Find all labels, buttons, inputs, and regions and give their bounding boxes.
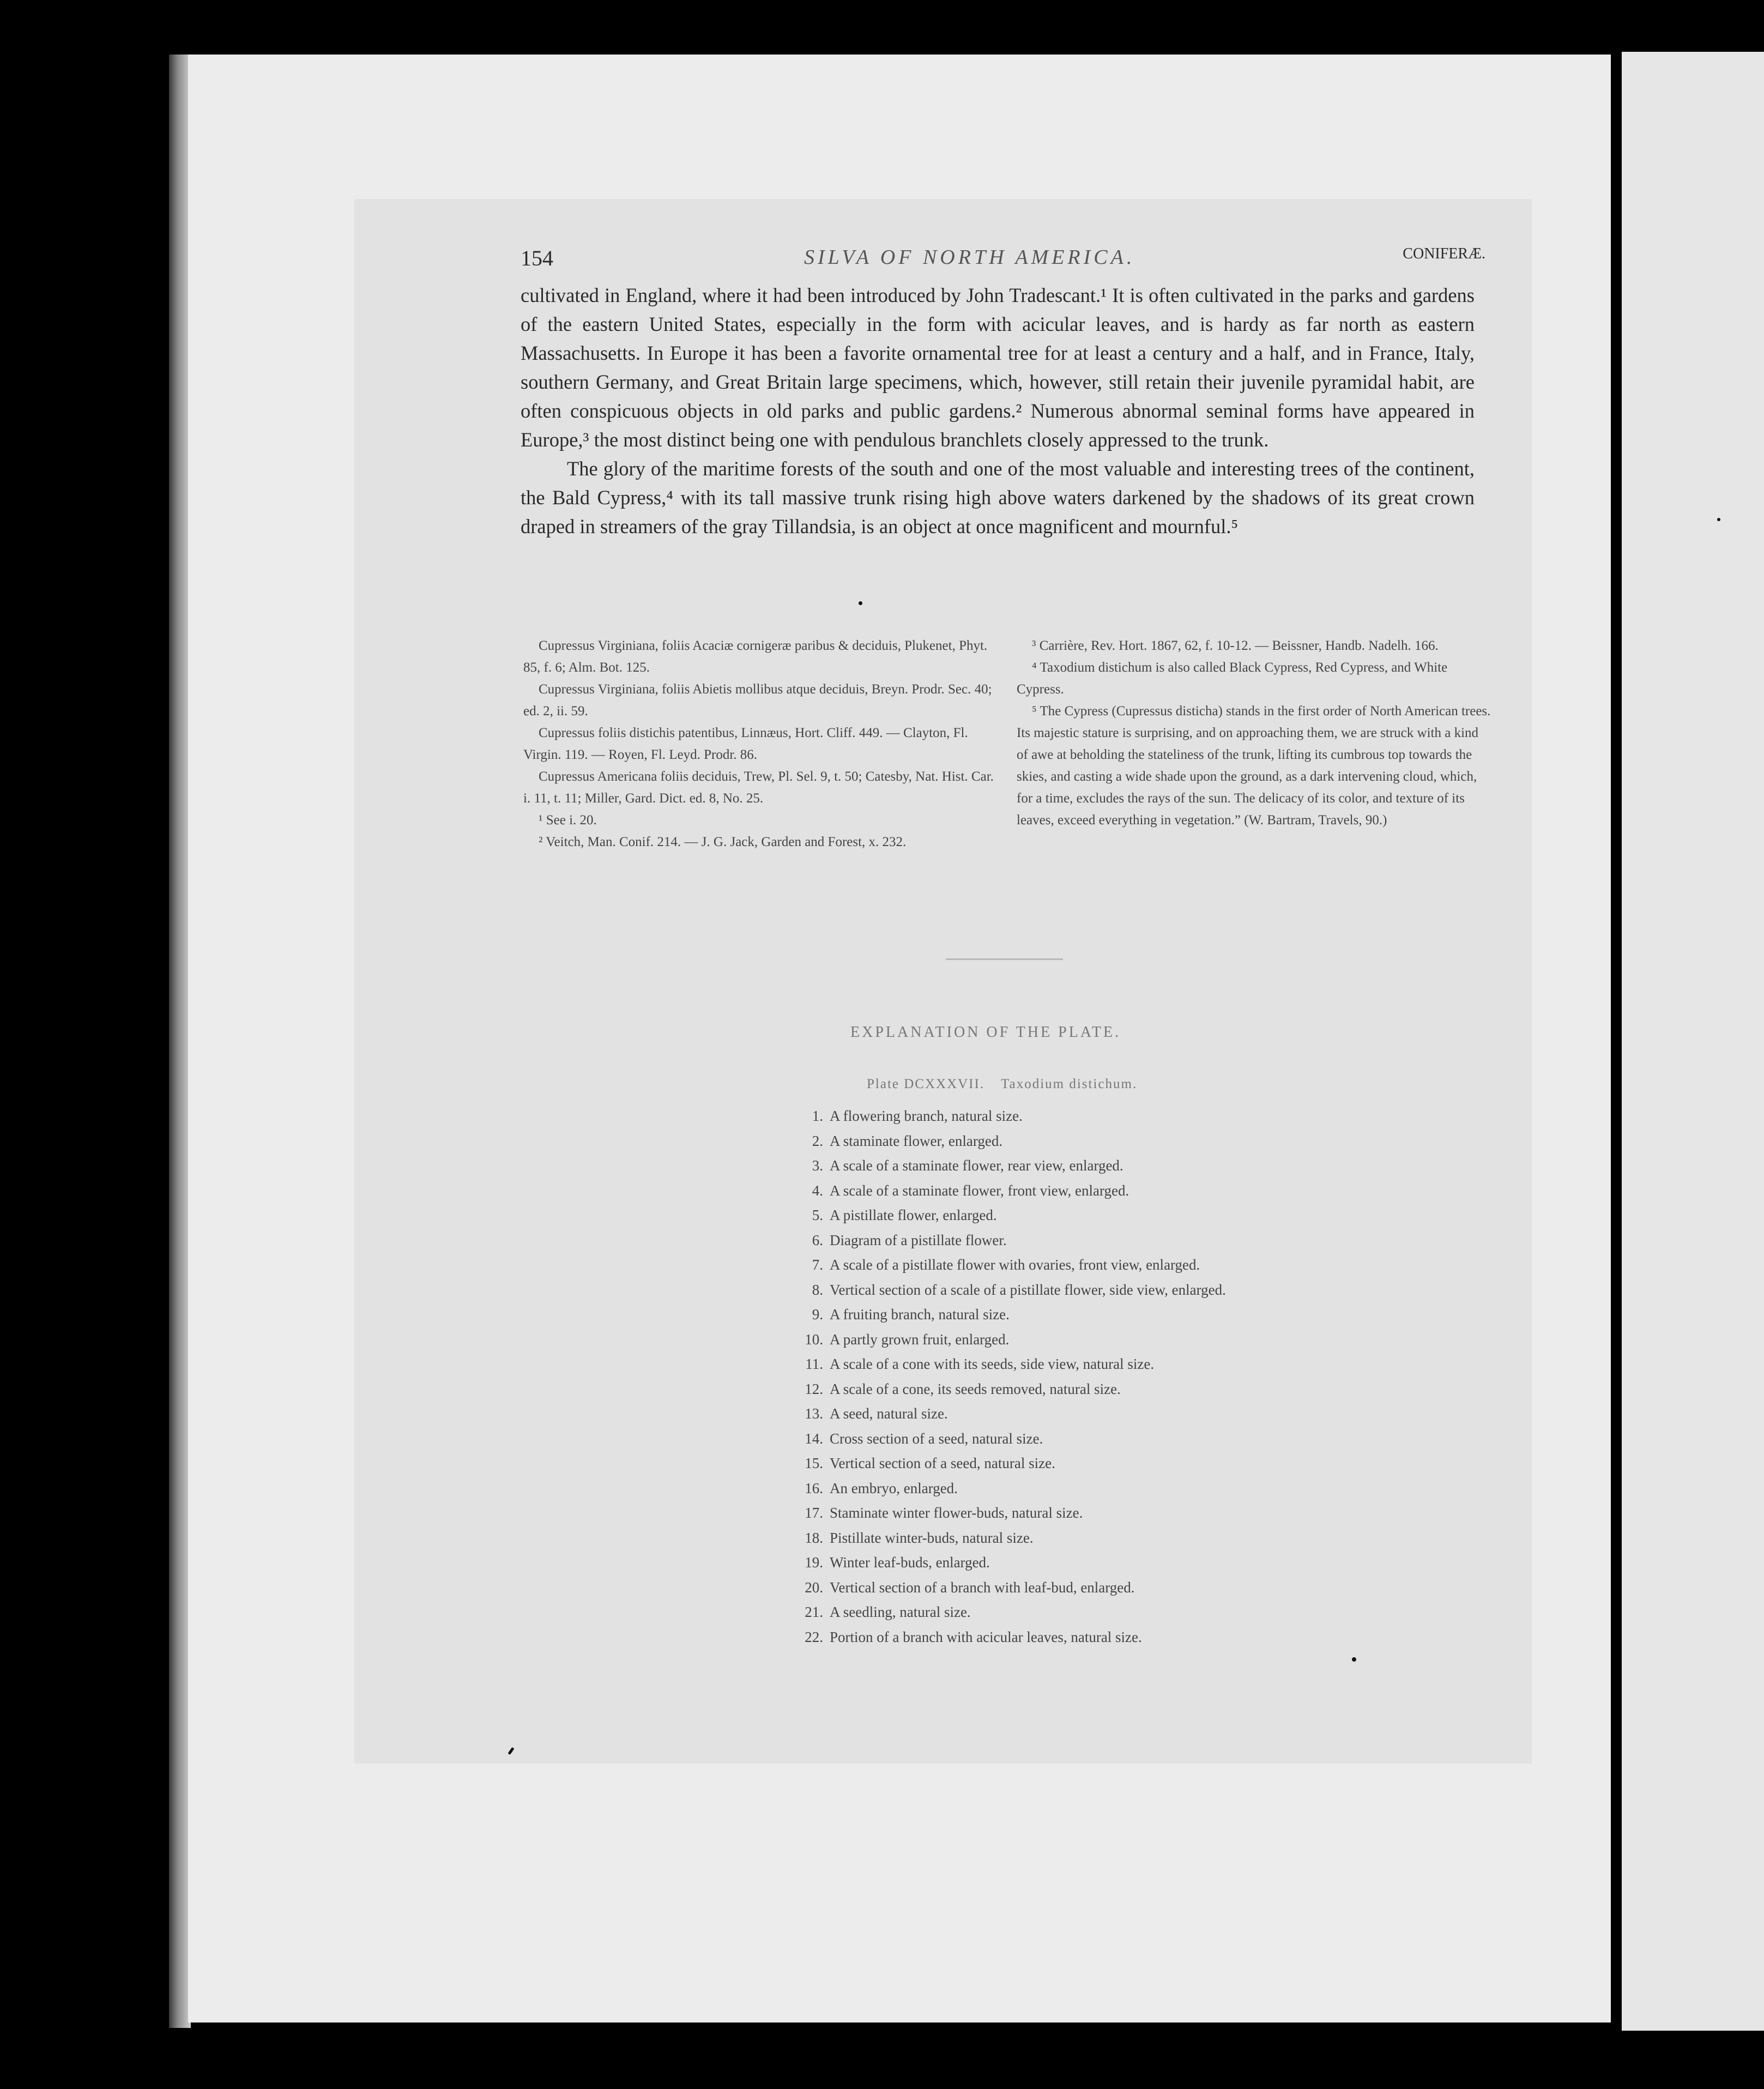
plate-item-number: 8.	[812, 1281, 823, 1298]
plate-item	[763, 1253, 1417, 1278]
plate-item	[763, 1550, 1417, 1575]
plate-item-number: 16.	[805, 1480, 823, 1496]
plate-item	[763, 1625, 1417, 1650]
footnote: ² Veitch, Man. Conif. 214. — J. G. Jack, Garden and Forest, x. 232.	[539, 835, 907, 849]
plate-item-number: 20.	[805, 1579, 823, 1596]
footnote: ⁴ Taxodium distichum is also called Black Cypress, Red Cypress, and White Cypress.	[1017, 660, 1448, 697]
adjacent-page-edge	[1622, 52, 1764, 2031]
footnote: Cupressus Virginiana, foliis Abietis mollibus atque deciduis, Breyn. Prodr. Sec. 40; ed. 2, ii. 59.	[523, 682, 992, 719]
plate-item-number: 13.	[805, 1405, 823, 1422]
plate-item-text: Diagram of a pistillate flower.	[830, 1231, 1007, 1248]
plate-item	[763, 1302, 1417, 1327]
plate-item-number: 1.	[812, 1108, 823, 1124]
plate-item	[763, 1154, 1417, 1179]
plate-item	[763, 1476, 1417, 1501]
footnotes-left	[523, 635, 998, 853]
plate-item-text: A scale of a pistillate flower with ovaries, front view, enlarged.	[830, 1257, 1200, 1273]
plate-item-number: 10.	[805, 1331, 823, 1348]
plate-item-text: Portion of a branch with acicular leaves, natural size.	[830, 1628, 1142, 1645]
body-text	[521, 281, 1475, 541]
footnote: ⁵ The Cypress (Cupressus disticha) stands in the first order of North American trees. Its majestic stature is surprising, and on approaching them, we are struck with a kind of awe at beholding the stateliness of the trunk, lifting its cumbrous top towards the skies, and casting a wide shade upon the ground, as a dark intervening cloud, which, for a time, excludes the rays of the sun. The delicacy of its color, and texture of its leaves, exceed everything in vegetation.” (W. Bartram, Travels, 90.)	[1017, 704, 1491, 828]
plate-item-number: 14.	[805, 1430, 823, 1447]
plate-item-text: A partly grown fruit, enlarged.	[830, 1331, 1010, 1348]
plate-item-text: An embryo, enlarged.	[830, 1480, 958, 1496]
body-paragraph-2: The glory of the maritime forests of the south and one of the most valuable and interesting trees of the continent, the Bald Cypress,⁴ with its tall massive trunk rising high above waters darkened by the shadows of its great crown draped in streamers of the gray Tillandsia, is an object at once magnificent and mournful.⁵	[521, 457, 1475, 538]
plate-item-text: A fruiting branch, natural size.	[830, 1306, 1010, 1323]
plate-item-text: Pistillate winter-buds, natural size.	[830, 1529, 1034, 1546]
plate-item-number: 2.	[812, 1132, 823, 1149]
plate-item-number: 15.	[805, 1455, 823, 1471]
plate-item-text: Cross section of a seed, natural size.	[830, 1430, 1043, 1447]
plate-heading	[867, 1077, 1137, 1092]
plate-item	[763, 1129, 1417, 1154]
plate-item-number: 12.	[805, 1380, 823, 1397]
plate-item	[763, 1352, 1417, 1377]
plate-item	[763, 1451, 1417, 1476]
plate-item	[763, 1203, 1417, 1228]
plate-item-text: A staminate flower, enlarged.	[830, 1132, 1003, 1149]
plate-item-text: Staminate winter flower-buds, natural size.	[830, 1505, 1083, 1521]
footnote: Cupressus foliis distichis patentibus, Linnæus, Hort. Cliff. 449. — Clayton, Fl. Virgin. 119. — Royen, Fl. Leyd. Prodr. 86.	[523, 726, 968, 762]
plate-item	[763, 1228, 1417, 1253]
plate-subject: Taxodium distichum.	[1001, 1077, 1138, 1091]
plate-item	[763, 1526, 1417, 1551]
scan-speck	[1717, 518, 1720, 521]
footnote: ¹ See i. 20.	[539, 813, 597, 828]
plate-item	[763, 1278, 1417, 1303]
plate-item	[763, 1179, 1417, 1204]
plate-item-number: 9.	[812, 1306, 823, 1323]
plate-items-list	[763, 1104, 1417, 1650]
plate-item-text: Winter leaf-buds, enlarged.	[830, 1554, 990, 1571]
plate-item-text: A flowering branch, natural size.	[830, 1108, 1023, 1124]
page-header	[521, 245, 1485, 273]
footnote: Cupressus Virginiana, foliis Acaciæ cornigeræ paribus & deciduis, Plukenet, Phyt. 85, f. 6; Alm. Bot. 125.	[523, 638, 988, 675]
plate-item-number: 5.	[812, 1207, 823, 1223]
plate-item-text: Vertical section of a seed, natural size.	[830, 1455, 1055, 1471]
body-paragraph-1: cultivated in England, where it had been introduced by John Tradescant.¹ It is often cultivated in the parks and gardens of the eastern United States, especially in the form with acicular leaves, and is hardy as far north as eastern Massachusetts. In Europe it has been a favorite ornamental tree for at least a century and a half, and in France, Italy, southern Germany, and Great Britain large specimens, which, however, still retain their juvenile pyramidal habit, are often conspicuous objects in old parks and public gardens.² Numerous abnormal seminal forms have appeared in Europe,³ the most distinct being one with pendulous branchlets closely appressed to the trunk.	[521, 284, 1475, 451]
scan-speck	[1352, 1657, 1356, 1662]
scan-speck	[859, 601, 862, 605]
plate-item	[763, 1327, 1417, 1353]
plate-item-text: A scale of a staminate flower, rear view, enlarged.	[830, 1157, 1123, 1174]
footnotes-right	[1017, 635, 1491, 831]
book-page-edges	[169, 55, 191, 2028]
plate-item-number: 6.	[812, 1231, 823, 1248]
plate-item-text: A scale of a cone, its seeds removed, natural size.	[830, 1380, 1121, 1397]
plate-item-text: A pistillate flower, enlarged.	[830, 1207, 997, 1223]
section-divider	[946, 958, 1063, 960]
plate-item-number: 11.	[805, 1356, 823, 1372]
footnote: Cupressus Americana foliis deciduis, Trew, Pl. Sel. 9, t. 50; Catesby, Nat. Hist. Car. i. 11, t. 11; Miller, Gard. Dict. ed. 8, No. 25.	[523, 769, 994, 806]
plate-item	[763, 1427, 1417, 1452]
plate-item-text: A scale of a staminate flower, front view, enlarged.	[830, 1182, 1129, 1199]
plate-item	[763, 1402, 1417, 1427]
plate-item	[763, 1575, 1417, 1601]
plate-item-number: 17.	[805, 1505, 823, 1521]
plate-item	[763, 1377, 1417, 1402]
running-title: SILVA OF NORTH AMERICA.	[804, 246, 1135, 269]
plate-item-number: 4.	[812, 1182, 823, 1199]
plate-item-number: 21.	[805, 1604, 823, 1620]
plate-item-number: 22.	[805, 1628, 823, 1645]
plate-number: Plate DCXXXVII.	[867, 1077, 985, 1091]
plate-item-text: A seedling, natural size.	[830, 1604, 971, 1620]
plate-item	[763, 1600, 1417, 1625]
plate-item-number: 7.	[812, 1257, 823, 1273]
plate-item-text: A seed, natural size.	[830, 1405, 948, 1422]
plate-item-text: Vertical section of a branch with leaf-bud, enlarged.	[830, 1579, 1135, 1596]
section-label: CONIFERÆ.	[1403, 245, 1485, 262]
footnote: ³ Carrière, Rev. Hort. 1867, 62, f. 10-12. — Beissner, Handb. Nadelh. 166.	[1032, 638, 1439, 653]
plate-item	[763, 1104, 1417, 1129]
plate-item-text: A scale of a cone with its seeds, side view, natural size.	[830, 1356, 1155, 1372]
plate-item-number: 18.	[805, 1529, 823, 1546]
plate-item-number: 3.	[812, 1157, 823, 1174]
plate-item-text: Vertical section of a scale of a pistillate flower, side view, enlarged.	[830, 1281, 1226, 1298]
plate-item-number: 19.	[805, 1554, 823, 1571]
explanation-title: EXPLANATION OF THE PLATE.	[850, 1024, 1121, 1041]
page-number: 154	[521, 246, 553, 270]
plate-item	[763, 1501, 1417, 1526]
